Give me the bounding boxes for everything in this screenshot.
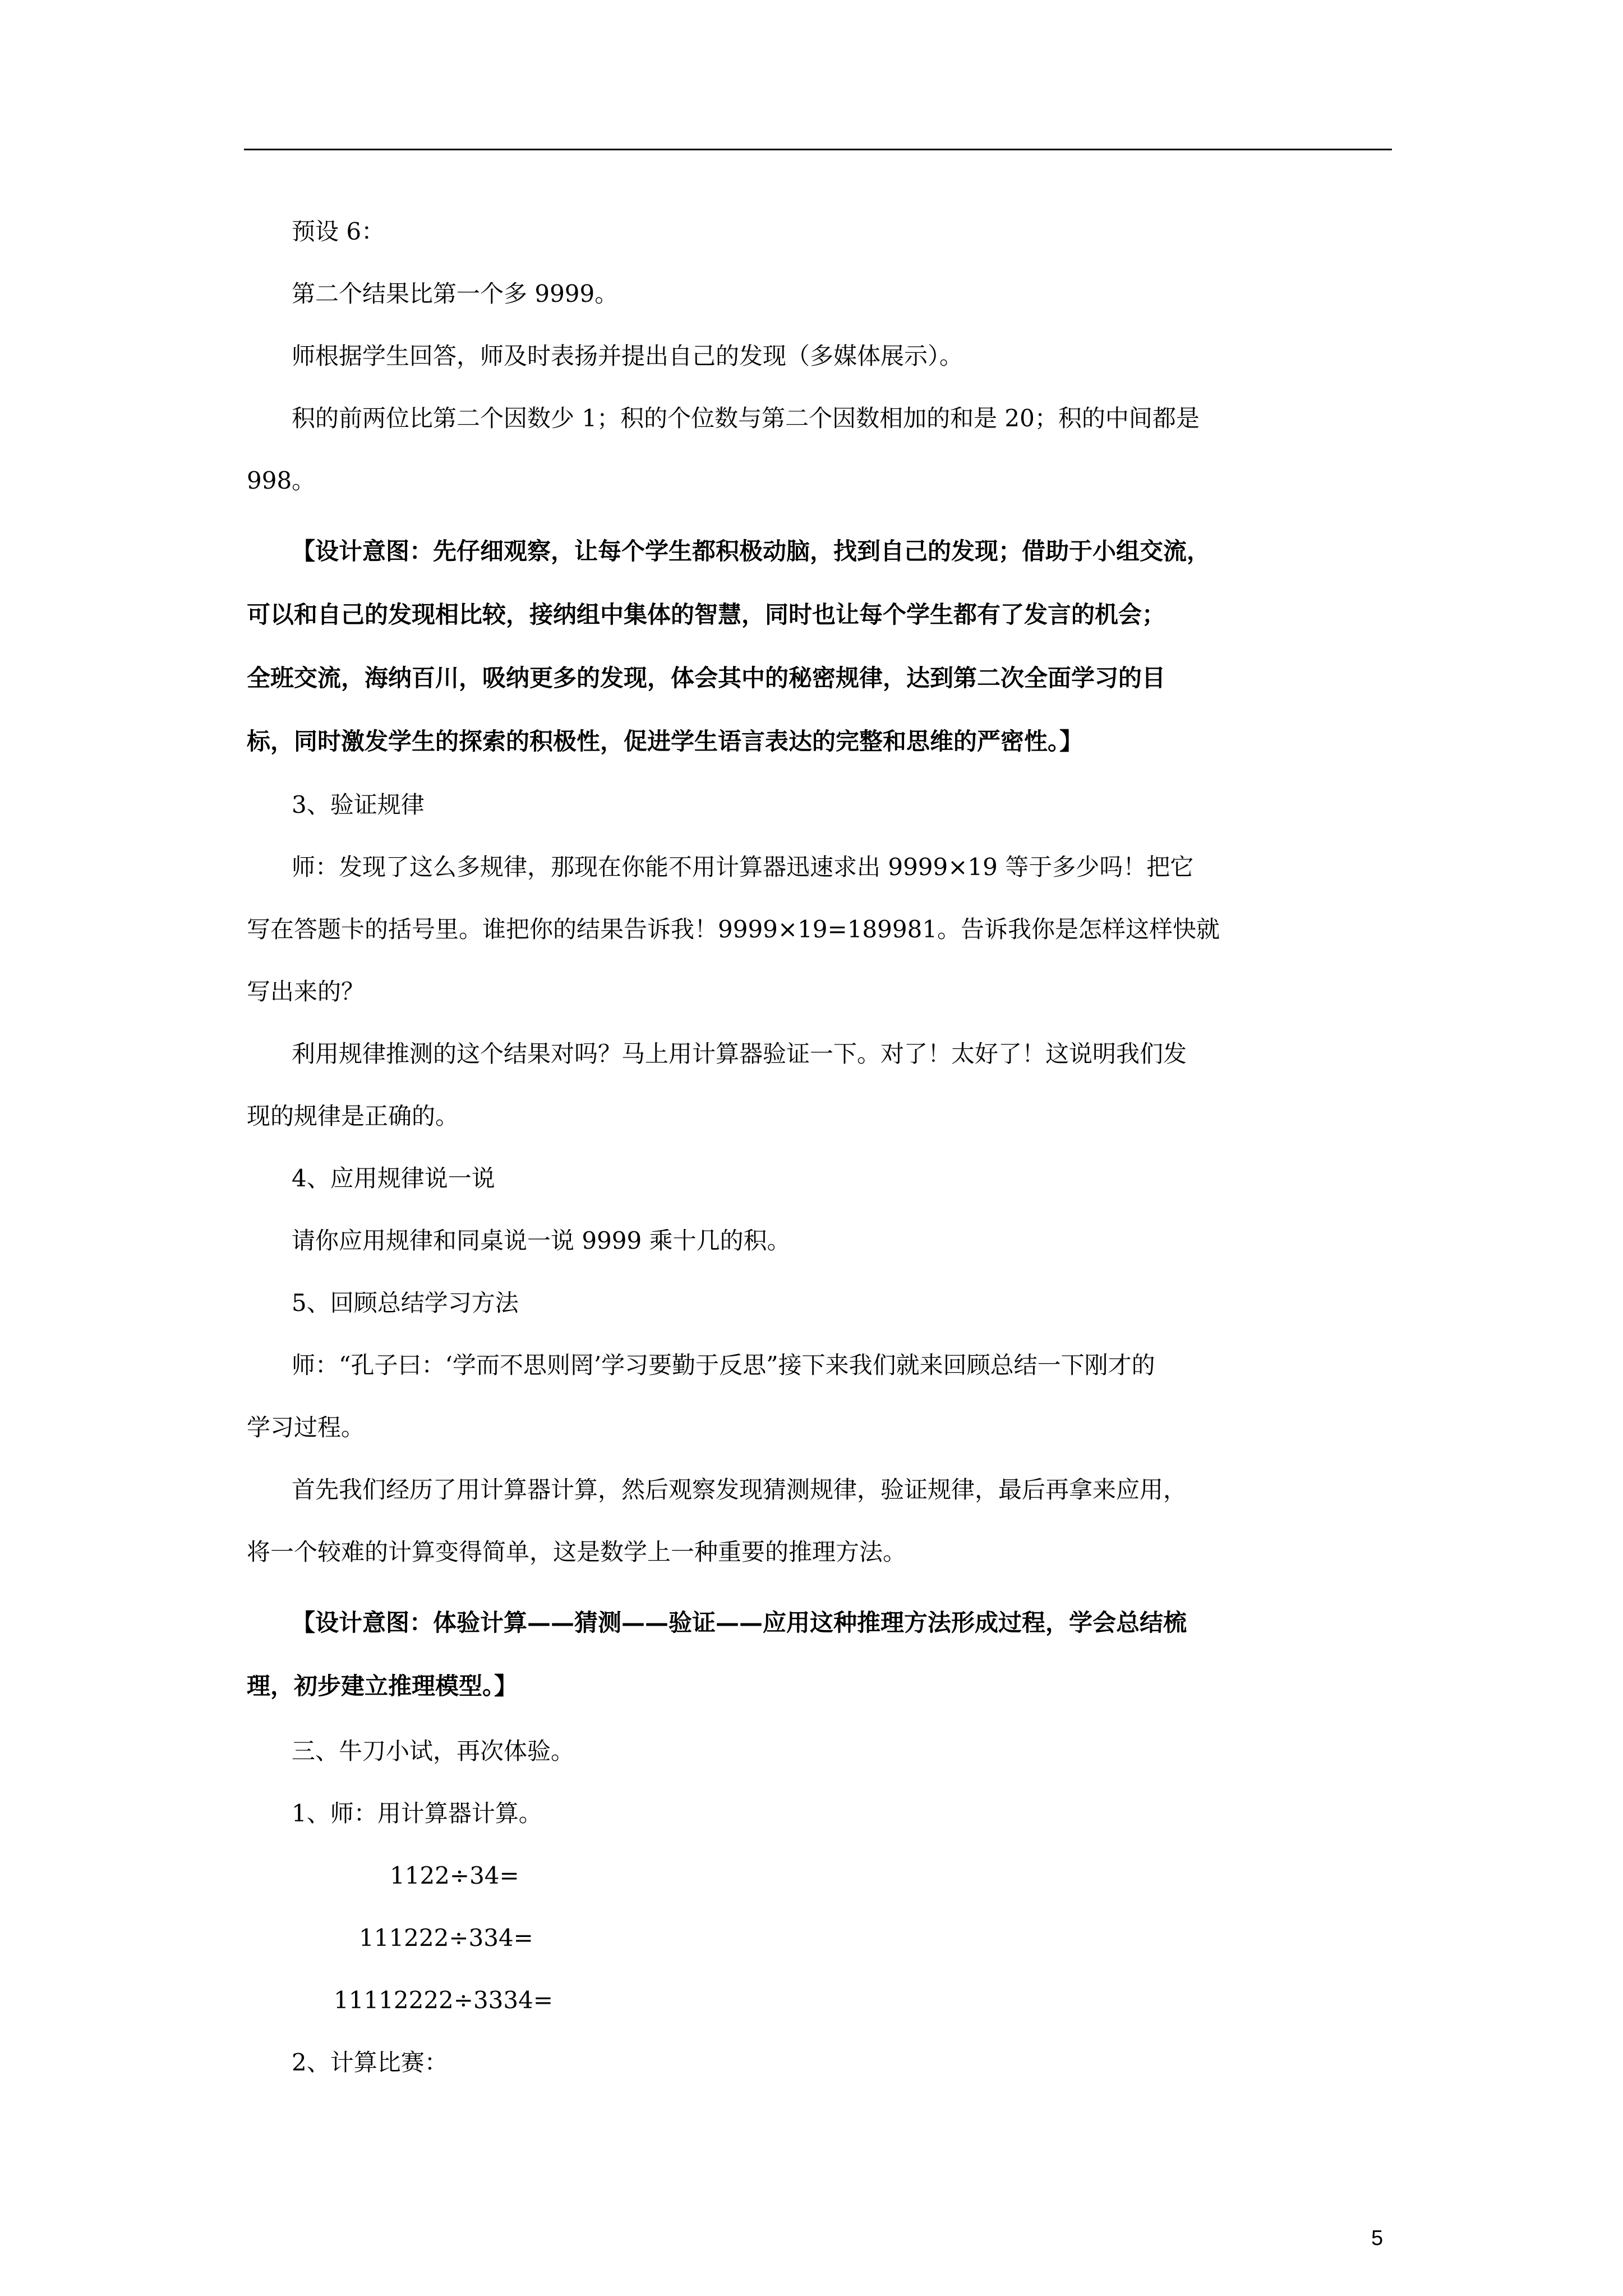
paragraph-line: 首先我们经历了用计算器计算，然后观察发现猜测规律，验证规律，最后再拿来应用，	[292, 1476, 1187, 1503]
design-intent-line: 【设计意图：先仔细观察，让每个学生都积极动脑，找到自己的发现；借助于小组交流，	[292, 537, 1211, 565]
section-heading: 4、应用规律说一说	[292, 1165, 495, 1192]
paragraph-line: 积的前两位比第二个因数少 1；积的个位数与第二个因数相加的和是 20；积的中间都是	[292, 404, 1200, 432]
paragraph-line: 利用规律推测的这个结果对吗？马上用计算器验证一下。对了！太好了！这说明我们发	[292, 1040, 1187, 1068]
paragraph-line: 学习过程。	[247, 1414, 365, 1441]
design-intent-line: 可以和自己的发现相比较，接纳组中集体的智慧，同时也让每个学生都有了发言的机会；	[247, 601, 1166, 628]
paragraph-line: 请你应用规律和同桌说一说 9999 乘十几的积。	[292, 1227, 791, 1254]
section-heading: 3、验证规律	[292, 791, 425, 818]
equation-line: 11112222÷3334=	[334, 1986, 554, 2014]
design-intent-line: 标，同时激发学生的探索的积极性，促进学生语言表达的完整和思维的严密性。】	[247, 728, 1083, 755]
design-intent-line: 【设计意图：体验计算——猜测——验证——应用这种推理方法形成过程，学会总结梳	[292, 1609, 1187, 1636]
paragraph-line: 现的规律是正确的。	[247, 1102, 459, 1130]
paragraph-line: 1、师：用计算器计算。	[292, 1800, 542, 1827]
paragraph-line: 998。	[247, 467, 316, 494]
equation-line: 111222÷334=	[359, 1924, 533, 1952]
paragraph-line: 师：“孔子曰：‘学而不思则罔’学习要勤于反思”接下来我们就来回顾总结一下刚才的	[292, 1351, 1155, 1379]
section-heading: 5、回顾总结学习方法	[292, 1289, 519, 1317]
preset-6-heading: 预设 6：	[292, 218, 385, 245]
paragraph-line: 师根据学生回答，师及时表扬并提出自己的发现（多媒体展示）。	[292, 342, 963, 370]
header-rule	[244, 149, 1392, 150]
paragraph-line: 写出来的？	[247, 978, 365, 1005]
paragraph-line: 将一个较难的计算变得简单，这是数学上一种重要的推理方法。	[247, 1538, 907, 1566]
equation-line: 1122÷34=	[390, 1862, 519, 1889]
section-heading: 三、牛刀小试，再次体验。	[292, 1737, 575, 1765]
paragraph-line: 第二个结果比第一个多 9999。	[292, 280, 619, 307]
design-intent-line: 理，初步建立推理模型。】	[247, 1672, 518, 1700]
paragraph-line: 师：发现了这么多规律，那现在你能不用计算器迅速求出 9999×19 等于多少吗！把它	[292, 853, 1194, 881]
design-intent-line: 全班交流，海纳百川，吸纳更多的发现，体会其中的秘密规律，达到第二次全面学习的目	[247, 664, 1166, 692]
page-number: 5	[1371, 2226, 1384, 2250]
section-heading: 2、计算比赛：	[292, 2049, 448, 2076]
paragraph-line: 写在答题卡的括号里。谁把你的结果告诉我！9999×19=189981。告诉我你是怎样这样快就	[247, 915, 1220, 943]
